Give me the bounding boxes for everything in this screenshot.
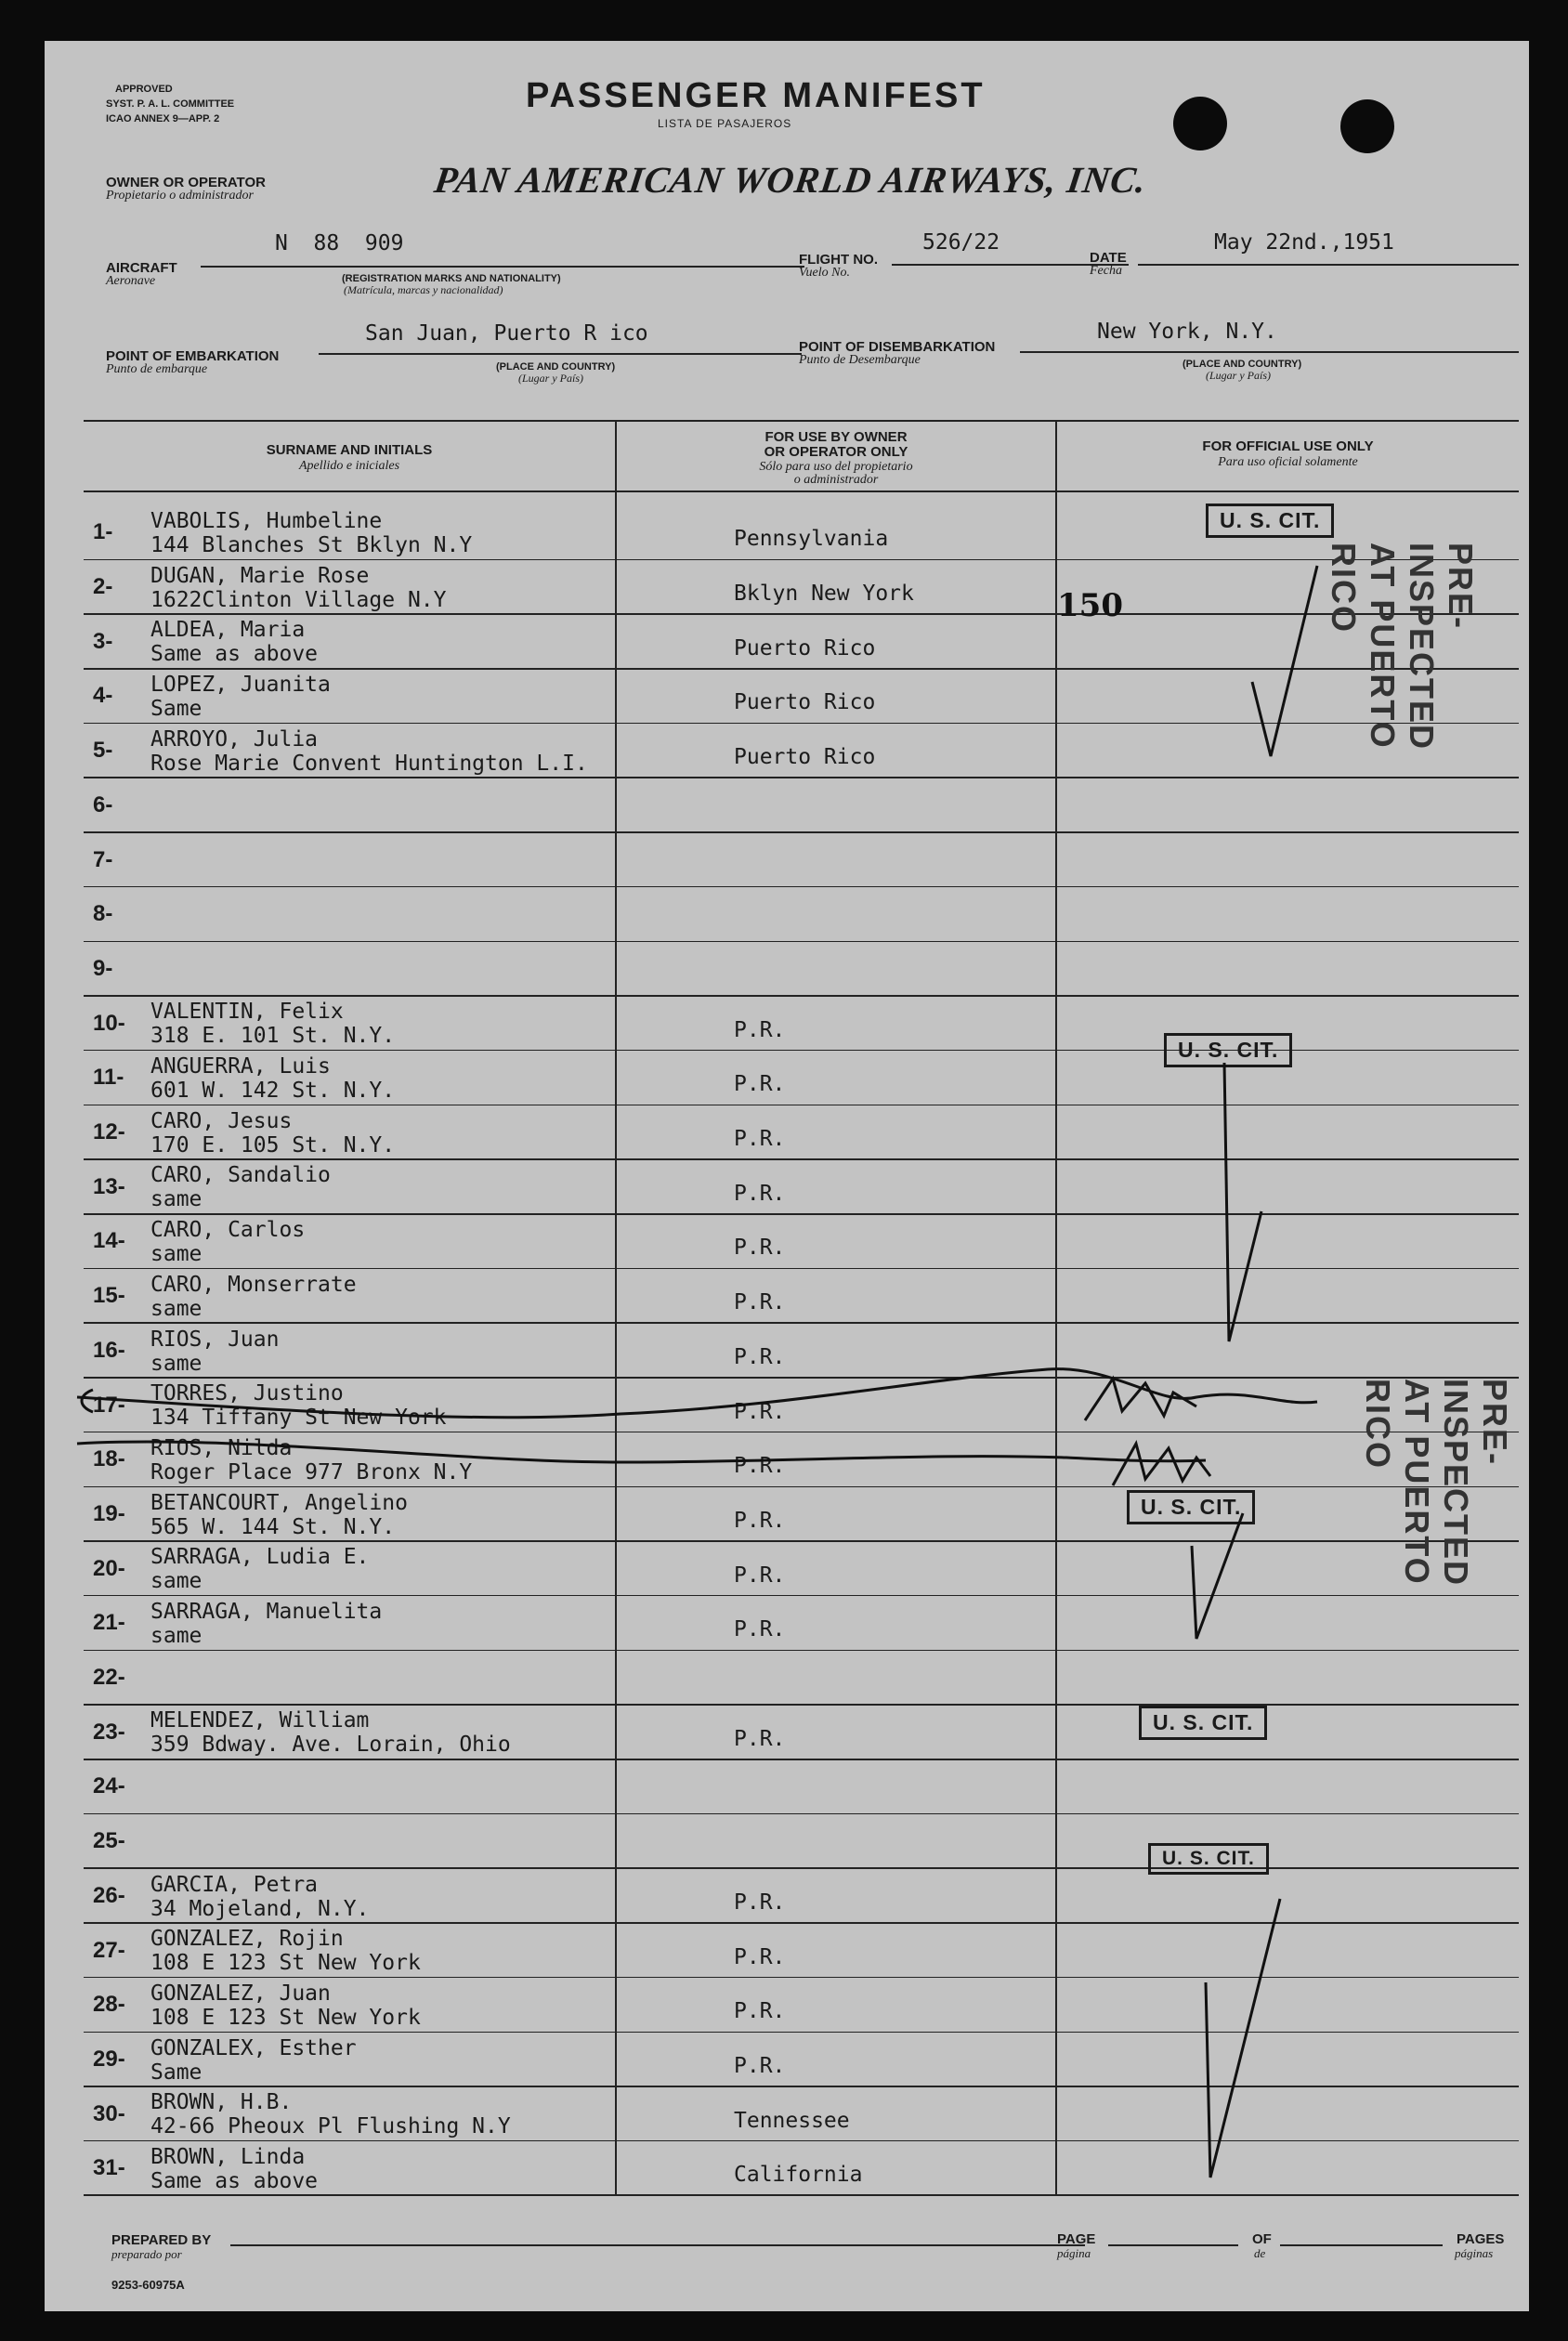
passenger-address: 565 W. 144 St. N.Y. xyxy=(150,1514,396,1539)
passenger-name: ARROYO, Julia xyxy=(150,726,319,752)
us-cit-stamp-3: U. S. CIT. xyxy=(1127,1490,1255,1524)
owner-value: PAN AMERICAN WORLD AIRWAYS, INC. xyxy=(431,159,1150,201)
us-cit-stamp-1: U. S. CIT. xyxy=(1206,504,1334,538)
passenger-name: CARO, Monserrate xyxy=(150,1272,357,1297)
passenger-name: VALENTIN, Felix xyxy=(150,1000,344,1025)
passenger-name: GARCIA, Petra xyxy=(150,1872,319,1897)
passenger-name: VABOLIS, Humbeline xyxy=(150,509,383,533)
passenger-address: 359 Bdway. Ave. Lorain, Ohio xyxy=(150,1733,511,1758)
table-row xyxy=(45,2141,1529,2196)
table-row xyxy=(45,832,1529,887)
approved-line-2: SYST. P. A. L. COMMITTEE xyxy=(106,98,235,110)
disembark-value: New York, N.Y. xyxy=(1097,320,1277,344)
approved-line-1: APPROVED xyxy=(115,84,173,95)
table-row xyxy=(45,942,1529,997)
passenger-name: CARO, Jesus xyxy=(150,1108,293,1133)
passenger-origin: P.R. xyxy=(734,2053,786,2078)
passenger-origin: P.R. xyxy=(734,1290,786,1315)
passenger-address: Same as above xyxy=(150,2169,319,2193)
col-surname-header-es: Apellido e iniciales xyxy=(298,459,400,473)
row-number: 14- xyxy=(93,1228,125,1254)
row-number: 16- xyxy=(93,1337,125,1363)
table-row xyxy=(45,1814,1529,1869)
row-number: 19- xyxy=(93,1500,125,1526)
row-number: 18- xyxy=(93,1446,125,1472)
table-row xyxy=(45,1159,1529,1214)
registration-caption-es: (Matrícula, marcas y nacionalidad) xyxy=(344,283,503,296)
row-number: 28- xyxy=(93,1992,125,2018)
table-row xyxy=(45,1324,1529,1379)
row-number: 6- xyxy=(93,791,113,817)
row-number: 15- xyxy=(93,1283,125,1309)
col-official-header-es: Para uso oficial solamente xyxy=(1218,455,1358,469)
passenger-name: RIOS, Nilda xyxy=(150,1435,293,1460)
passenger-origin: P.R. xyxy=(734,1617,786,1642)
table-row xyxy=(45,1759,1529,1814)
passenger-address: Same as above xyxy=(150,642,319,667)
passenger-origin: P.R. xyxy=(734,1072,786,1097)
table-row xyxy=(45,1596,1529,1651)
row-number: 2- xyxy=(93,574,113,600)
date-value: May 22nd.,1951 xyxy=(1214,230,1394,255)
disembark-underline xyxy=(1020,351,1519,353)
row-number: 11- xyxy=(93,1065,124,1091)
table-row xyxy=(45,1541,1529,1596)
table-row xyxy=(45,1978,1529,2033)
passenger-address: same xyxy=(150,1296,203,1321)
punch-hole-right xyxy=(1340,99,1394,153)
passenger-address: 1622Clinton Village N.Y xyxy=(150,587,447,612)
passenger-address: Same xyxy=(150,2060,203,2085)
embark-label-es: Punto de embarque xyxy=(106,362,208,376)
passenger-origin: Puerto Rico xyxy=(734,690,876,715)
passenger-address: 601 W. 142 St. N.Y. xyxy=(150,1079,396,1103)
passenger-name: GONZALEX, Esther xyxy=(150,2035,357,2060)
passenger-origin: California xyxy=(734,2163,863,2188)
row-number: 26- xyxy=(93,1882,125,1908)
passenger-name: MELENDEZ, William xyxy=(150,1708,370,1733)
date-label-es: Fecha xyxy=(1090,264,1122,278)
table-row xyxy=(45,1487,1529,1542)
table-row xyxy=(45,2033,1529,2087)
passenger-address: Same xyxy=(150,697,203,722)
passenger-origin: P.R. xyxy=(734,1999,786,2024)
row-number: 23- xyxy=(93,1719,125,1745)
passenger-origin: P.R. xyxy=(734,1726,786,1751)
prepared-by-underline xyxy=(230,2244,1085,2246)
passenger-name: ANGUERRA, Luis xyxy=(150,1054,331,1079)
row-number: 4- xyxy=(93,683,113,709)
table-row xyxy=(45,669,1529,724)
table-row xyxy=(45,1378,1529,1432)
aircraft-label: AIRCRAFT xyxy=(106,260,177,276)
us-cit-stamp-2: U. S. CIT. xyxy=(1164,1033,1292,1067)
passenger-name: CARO, Sandalio xyxy=(150,1163,331,1188)
passenger-name: LOPEZ, Juanita xyxy=(150,673,331,698)
passenger-name: BROWN, H.B. xyxy=(150,2090,293,2115)
us-cit-stamp-5: U. S. CIT. xyxy=(1148,1843,1269,1875)
passenger-origin: P.R. xyxy=(734,1344,786,1369)
table-header-bottom-line xyxy=(84,490,1519,492)
row-number: 25- xyxy=(93,1828,125,1854)
pages-label: PAGES xyxy=(1457,2231,1505,2247)
passenger-name: TORRES, Justino xyxy=(150,1381,344,1406)
approved-line-3: ICAO ANNEX 9—APP. 2 xyxy=(106,113,220,124)
row-number: 22- xyxy=(93,1665,125,1691)
page-label: PAGE xyxy=(1057,2231,1096,2247)
disembark-place-caption: (PLACE AND COUNTRY) xyxy=(1183,359,1302,370)
flight-value: 526/22 xyxy=(922,230,1000,255)
us-cit-stamp-4: U. S. CIT. xyxy=(1139,1706,1267,1740)
passenger-origin: P.R. xyxy=(734,1890,786,1915)
passenger-origin: P.R. xyxy=(734,1181,786,1206)
col-surname-header: SURNAME AND INITIALS xyxy=(266,442,433,458)
page-title: PASSENGER MANIFEST xyxy=(526,76,986,115)
passenger-origin: Puerto Rico xyxy=(734,745,876,770)
row-number: 24- xyxy=(93,1773,125,1799)
owner-label-es: Propietario o administrador xyxy=(106,189,254,203)
passenger-origin: Puerto Rico xyxy=(734,635,876,660)
table-row xyxy=(45,1432,1529,1487)
row-number: 30- xyxy=(93,2100,125,2126)
table-row xyxy=(45,996,1529,1051)
passenger-origin: Tennessee xyxy=(734,2108,850,2133)
col-official-header: FOR OFFICIAL USE ONLY xyxy=(1202,438,1374,454)
row-number: 10- xyxy=(93,1010,125,1036)
manifest-sheet xyxy=(45,41,1529,2311)
row-number: 9- xyxy=(93,955,113,981)
row-number: 12- xyxy=(93,1119,125,1145)
table-row xyxy=(45,1214,1529,1269)
row-number: 13- xyxy=(93,1173,125,1199)
of-label-es: de xyxy=(1254,2246,1266,2260)
embark-underline xyxy=(319,353,802,355)
passenger-address: 34 Mojeland, N.Y. xyxy=(150,1896,370,1921)
page-label-es: página xyxy=(1057,2246,1091,2260)
row-number: 1- xyxy=(93,519,113,545)
passenger-address: 170 E. 105 St. N.Y. xyxy=(150,1132,396,1157)
row-number: 8- xyxy=(93,901,113,927)
row-number: 29- xyxy=(93,2046,125,2072)
punch-hole-left xyxy=(1173,97,1227,150)
row-number: 5- xyxy=(93,738,113,764)
passenger-address: 134 Tiffany St New York xyxy=(150,1406,447,1431)
table-row xyxy=(45,1651,1529,1706)
row-line xyxy=(84,2195,1519,2197)
passenger-name: GONZALEZ, Rojin xyxy=(150,1927,344,1952)
passenger-address: same xyxy=(150,1569,203,1594)
col-owner-header-es-1: Sólo para uso del propietario xyxy=(759,460,913,474)
date-underline xyxy=(1138,264,1519,266)
aircraft-label-es: Aeronave xyxy=(106,274,156,288)
passenger-address: 108 E 123 St New York xyxy=(150,1951,421,1976)
table-row xyxy=(45,1869,1529,1924)
pre-inspected-stamp-1: PRE-INSPECTED AT PUERTO RICO xyxy=(1325,543,1480,752)
passenger-origin: P.R. xyxy=(734,1236,786,1261)
table-row xyxy=(45,560,1529,615)
col-owner-header-2: OR OPERATOR ONLY xyxy=(764,444,908,460)
owner-label: OWNER OR OPERATOR xyxy=(106,175,266,190)
table-row xyxy=(45,1923,1529,1978)
passenger-origin: P.R. xyxy=(734,1563,786,1588)
passenger-address: 108 E 123 St New York xyxy=(150,2005,421,2030)
table-row xyxy=(45,614,1529,669)
passenger-origin: P.R. xyxy=(734,1017,786,1042)
passenger-address: same xyxy=(150,1624,203,1648)
row-number: 3- xyxy=(93,628,113,654)
passenger-address: 144 Blanches St Bklyn N.Y xyxy=(150,533,473,557)
of-underline xyxy=(1280,2244,1443,2246)
flight-label: FLIGHT NO. xyxy=(799,252,878,268)
passenger-address: same xyxy=(150,1242,203,1267)
embark-value: San Juan, Puerto R ico xyxy=(365,321,648,346)
col-owner-header-es-2: o administrador xyxy=(793,473,879,487)
passenger-origin: P.R. xyxy=(734,1399,786,1424)
passenger-origin: Bklyn New York xyxy=(734,582,914,607)
table-row xyxy=(45,1051,1529,1105)
page-title-es: LISTA DE PASAJEROS xyxy=(658,117,792,130)
passenger-address: 318 E. 101 St. N.Y. xyxy=(150,1024,396,1049)
row-number: 21- xyxy=(93,1610,125,1636)
date-label: DATE xyxy=(1090,250,1127,266)
prepared-by-label-es: preparado por xyxy=(111,2247,182,2261)
flight-label-es: Vuelo No. xyxy=(799,266,850,280)
aircraft-value: N 88 909 xyxy=(275,231,404,255)
table-top-line xyxy=(84,420,1519,422)
handwritten-150: 150 xyxy=(1057,587,1123,624)
disembark-label-es: Punto de Desembarque xyxy=(799,353,921,367)
row-number: 31- xyxy=(93,2155,125,2181)
passenger-address: same xyxy=(150,1351,203,1376)
form-code: 9253-60975A xyxy=(111,2278,185,2292)
passenger-name: BROWN, Linda xyxy=(150,2145,306,2169)
passenger-origin: Pennsylvania xyxy=(734,527,889,552)
pre-inspected-stamp-2: PRE-INSPECTED AT PUERTO RICO xyxy=(1359,1379,1514,1588)
passenger-name: DUGAN, Marie Rose xyxy=(150,563,370,588)
row-number: 20- xyxy=(93,1555,125,1581)
row-number: 17- xyxy=(93,1392,125,1418)
registration-caption: (REGISTRATION MARKS AND NATIONALITY) xyxy=(342,273,561,284)
pages-label-es: páginas xyxy=(1455,2246,1494,2260)
row-number: 27- xyxy=(93,1937,125,1963)
table-row xyxy=(45,724,1529,778)
passenger-origin: P.R. xyxy=(734,1454,786,1479)
passenger-address: 42-66 Pheoux Pl Flushing N.Y xyxy=(150,2114,511,2139)
passenger-address: same xyxy=(150,1187,203,1212)
table-row xyxy=(45,2086,1529,2141)
disembark-label: POINT OF DISEMBARKATION xyxy=(799,339,996,355)
passenger-address: Rose Marie Convent Huntington L.I. xyxy=(150,751,588,776)
row-number: 7- xyxy=(93,846,113,872)
passenger-name: GONZALEZ, Juan xyxy=(150,1981,331,2006)
table-row xyxy=(45,887,1529,942)
col-owner-header-1: FOR USE BY OWNER xyxy=(764,429,908,445)
prepared-by-label: PREPARED BY xyxy=(111,2232,212,2248)
table-row xyxy=(45,1105,1529,1160)
embark-label: POINT OF EMBARKATION xyxy=(106,348,280,364)
table-row xyxy=(45,1269,1529,1324)
passenger-origin: P.R. xyxy=(734,1127,786,1152)
passenger-name: SARRAGA, Ludia E. xyxy=(150,1545,370,1570)
table-row xyxy=(45,778,1529,833)
embark-place-caption: (PLACE AND COUNTRY) xyxy=(496,361,616,373)
passenger-origin: P.R. xyxy=(734,1944,786,1969)
table-row xyxy=(45,1705,1529,1759)
passenger-name: BETANCOURT, Angelino xyxy=(150,1490,408,1515)
page-underline xyxy=(1108,2244,1238,2246)
passenger-address: Roger Place 977 Bronx N.Y xyxy=(150,1459,473,1484)
passenger-name: ALDEA, Maria xyxy=(150,618,306,643)
passenger-name: RIOS, Juan xyxy=(150,1327,280,1352)
passenger-origin: P.R. xyxy=(734,1508,786,1533)
of-label: OF xyxy=(1252,2231,1272,2247)
aircraft-underline xyxy=(201,266,804,268)
passenger-name: CARO, Carlos xyxy=(150,1218,306,1243)
passenger-name: SARRAGA, Manuelita xyxy=(150,1600,383,1624)
disembark-place-caption-es: (Lugar y País) xyxy=(1206,369,1271,382)
embark-place-caption-es: (Lugar y País) xyxy=(518,372,583,385)
